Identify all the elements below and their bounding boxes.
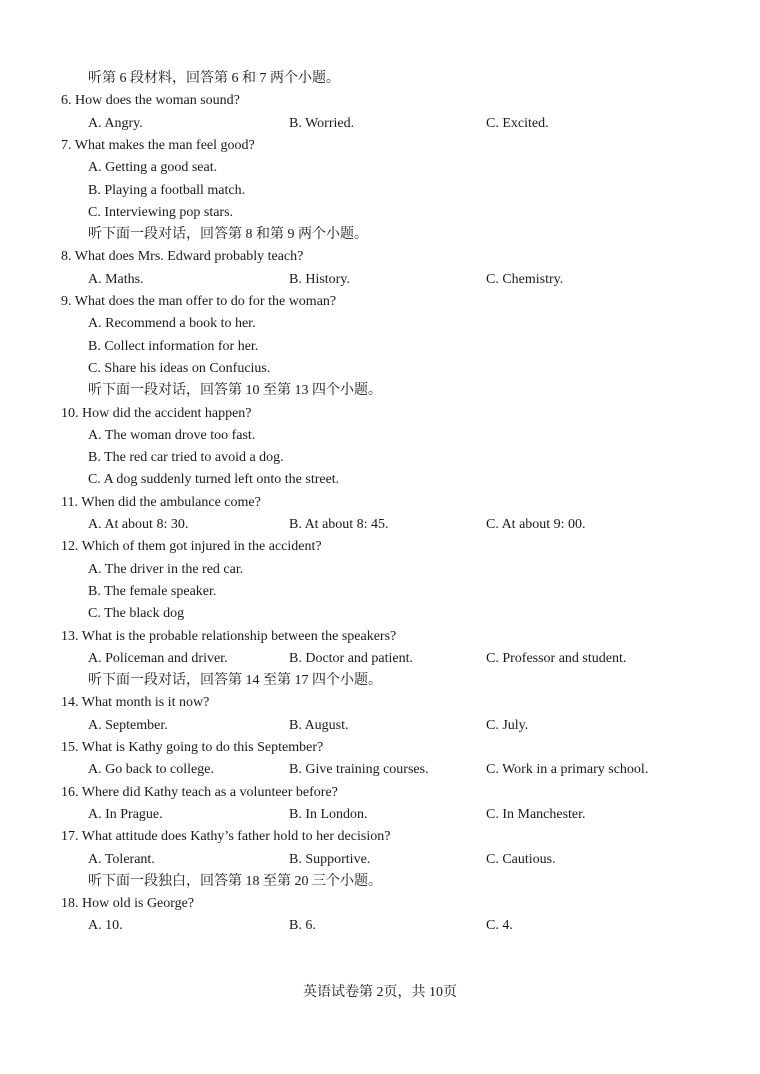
answer-option: C. The black dog — [88, 606, 185, 621]
answer-option: A. 10. — [88, 918, 123, 933]
answer-option: C. Interviewing pop stars. — [88, 205, 234, 220]
answer-option: A. Getting a good seat. — [88, 160, 218, 175]
answer-option: B. At about 8: 45. — [289, 517, 389, 532]
question-text: 14. What month is it now? — [61, 695, 210, 710]
answer-option: C. Excited. — [486, 116, 549, 131]
answer-option: B. Collect information for her. — [88, 339, 259, 354]
answer-option: C. July. — [486, 718, 529, 733]
question-text: 6. How does the woman sound? — [61, 93, 240, 108]
answer-option: C. A dog suddenly turned left onto the street. — [88, 472, 340, 487]
answer-option: C. Share his ideas on Confucius. — [88, 361, 271, 376]
answer-option: B. Doctor and patient. — [289, 651, 414, 666]
answer-option: B. History. — [289, 272, 350, 287]
answer-option: B. The female speaker. — [88, 584, 217, 599]
answer-option: C. Professor and student. — [486, 651, 627, 666]
question-text: 16. Where did Kathy teach as a volunteer before? — [61, 785, 338, 800]
answer-option: B. Supportive. — [289, 852, 371, 867]
section-instruction: 听下面一段对话，回答第 14 至第 17 四个小题。 — [88, 673, 382, 688]
answer-option: B. Worried. — [289, 116, 355, 131]
answer-option: C. Chemistry. — [486, 272, 564, 287]
answer-option: C. At about 9: 00. — [486, 517, 586, 532]
answer-option: A. The driver in the red car. — [88, 562, 244, 577]
question-text: 17. What attitude does Kathy’s father hold to her decision? — [61, 829, 391, 844]
answer-option: A. At about 8: 30. — [88, 517, 189, 532]
section-instruction: 听第 6 段材料，回答第 6 和 7 两个小题。 — [88, 71, 340, 86]
section-instruction: 听下面一段独白，回答第 18 至第 20 三个小题。 — [88, 874, 382, 889]
answer-option: A. In Prague. — [88, 807, 163, 822]
section-instruction: 听下面一段对话，回答第 10 至第 13 四个小题。 — [88, 383, 382, 398]
question-text: 7. What makes the man feel good? — [61, 138, 255, 153]
answer-option: C. Work in a primary school. — [486, 762, 649, 777]
section-instruction: 听下面一段对话，回答第 8 和第 9 两个小题。 — [88, 227, 368, 242]
answer-option: B. Playing a football match. — [88, 183, 246, 198]
question-text: 18. How old is George? — [61, 896, 195, 911]
answer-option: A. Tolerant. — [88, 852, 155, 867]
answer-option: A. Angry. — [88, 116, 143, 131]
answer-option: A. The woman drove too fast. — [88, 428, 256, 443]
answer-option: B. Give training courses. — [289, 762, 429, 777]
answer-option: B. The red car tried to avoid a dog. — [88, 450, 284, 465]
answer-option: A. September. — [88, 718, 168, 733]
answer-option: A. Go back to college. — [88, 762, 214, 777]
answer-option: B. 6. — [289, 918, 316, 933]
answer-option: A. Recommend a book to her. — [88, 316, 256, 331]
question-text: 13. What is the probable relationship between the speakers? — [61, 629, 397, 644]
question-text: 12. Which of them got injured in the accident? — [61, 539, 322, 554]
answer-option: A. Policeman and driver. — [88, 651, 228, 666]
page-footer: 英语试卷第 2页，共 10页 — [303, 985, 457, 1000]
question-text: 9. What does the man offer to do for the woman? — [61, 294, 337, 309]
question-text: 15. What is Kathy going to do this September? — [61, 740, 324, 755]
answer-option: B. August. — [289, 718, 349, 733]
question-text: 10. How did the accident happen? — [61, 406, 252, 421]
question-text: 8. What does Mrs. Edward probably teach? — [61, 249, 304, 264]
answer-option: C. 4. — [486, 918, 513, 933]
answer-option: C. Cautious. — [486, 852, 556, 867]
answer-option: B. In London. — [289, 807, 368, 822]
answer-option: C. In Manchester. — [486, 807, 586, 822]
question-text: 11. When did the ambulance come? — [61, 495, 261, 510]
answer-option: A. Maths. — [88, 272, 144, 287]
